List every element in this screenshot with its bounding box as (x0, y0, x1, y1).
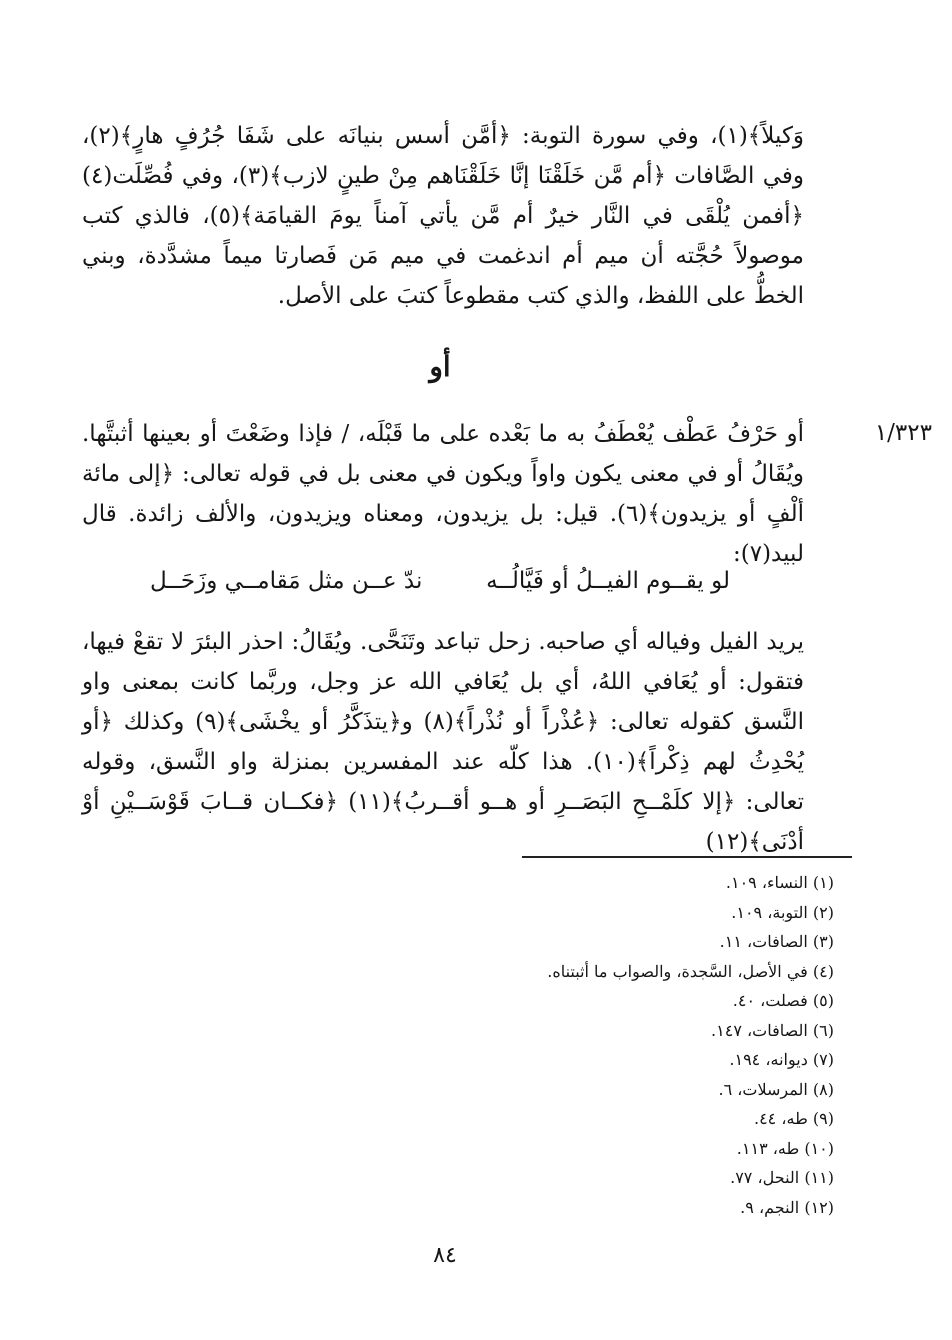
paragraph-mid: أو حَرْفُ عَطْف يُعْطَفُ به ما بَعْده على ما قَبْلَه، / فإذا وضَعْتَ أو بعينها أثبتَّها. ويُقَالُ أو في معنى يكون واواً ويكون في معنى بل في قوله تعالى: ﴿إلى مائة ألْفٍ أو يزيدون﴾(٦). قيل: بل يزيدون، ومعناه ويزيدون، والألف زائدة. قال لبيد(٧): (82, 421, 805, 567)
paragraph-top: وَكيلاً﴾(١)، وفي سورة التوبة: ﴿أمَّن أسس بنيانَه على شَفَا جُرُفٍ هارٍ﴾(٢)، وفي الصَّافات ﴿أم مَّن خَلَقْنَا إنَّا خَلَقْنَاهم مِنْ طينٍ لازب﴾(٣)، وفي فُصِّلَت(٤) ﴿أفمن يُلْقَى في النَّار خيرٌ أم مَّن يأتي آمناً يومَ القيامَة﴾(٥)، فالذي كتب موصولاً حُجَّته أن ميم أم اندغمت في ميم مَن فَصارتا ميماً مشدَّدة، وبني الخطُّ على اللفظ، والذي كتب مقطوعاً كتبَ على الأصل. (82, 123, 804, 309)
paragraph-low: يريد الفيل وفياله أي صاحبه. زحل تباعد وتَنَحَّى. ويُقَالُ: احذر البئرَ لا تقعْ فيها، فتقول: أو يُعَافي اللهُ، أي بل يُعَافي الله عز وجل، وربَّما كانت بمعنى واو النَّسق كقوله تعالى: ﴿عُذْراً أو نُذْراً﴾(٨) و﴿يتذَكَّرُ أو يخْشَى﴾(٩) وكذلك ﴿أو يُحْدِثُ لهم ذِكْراً﴾(١٠). هذا كلّه عند المفسرين بمنزلة واو النَّسق، وقوله تعالى: ﴿إلا كلَمْــحِ البَصَــرِ أو هــو أقــربُ﴾(١١) ﴿فكــان قــابَ قَوْسَــيْنِ أوْ أدْنَى﴾(١٢) (82, 629, 805, 855)
footnote-item: (٣) الصافات، ١١. (719, 932, 834, 951)
footnote-item: (١٠) طه، ١١٣. (736, 1138, 834, 1158)
footnote-divider (522, 856, 852, 858)
page-number: ٨٤ (433, 1243, 457, 1268)
footnote-item: (٨) المرسلات، ٦. (718, 1079, 834, 1099)
footnote-item: (٤) في الأصل، السَّجدة، والصواب ما أثبتناه. (547, 961, 834, 981)
footnote-item: (١٢) النجم، ٩. (740, 1197, 834, 1217)
footnotes-list (274, 868, 834, 1222)
footnote-item: (٥) فصلت، ٤٠. (732, 991, 834, 1010)
section-heading: أو (429, 350, 451, 383)
footnote-item: (٩) طه، ٤٤. (753, 1109, 834, 1128)
footnote-item: (٧) ديوانه، ١٩٤. (729, 1050, 834, 1069)
margin-reference: ١/٣٢٣ (874, 420, 932, 446)
footnote-item: (١) النساء، ١٠٩. (725, 873, 834, 892)
footnote-item: (٦) الصافات، ١٤٧. (711, 1020, 834, 1040)
footnote-item: (٢) التوبة، ١٠٩. (731, 902, 834, 922)
verse-hemistich-first: لو يقــوم الفيــلُ أو فَيَّالُــه (486, 568, 730, 594)
poetry-verse (150, 568, 730, 608)
verse-hemistich-second: ندّ عــن مثل مَقامــي وزَحَــل (150, 568, 423, 594)
footnote-item: (١١) النحل، ٧٧. (730, 1168, 834, 1187)
